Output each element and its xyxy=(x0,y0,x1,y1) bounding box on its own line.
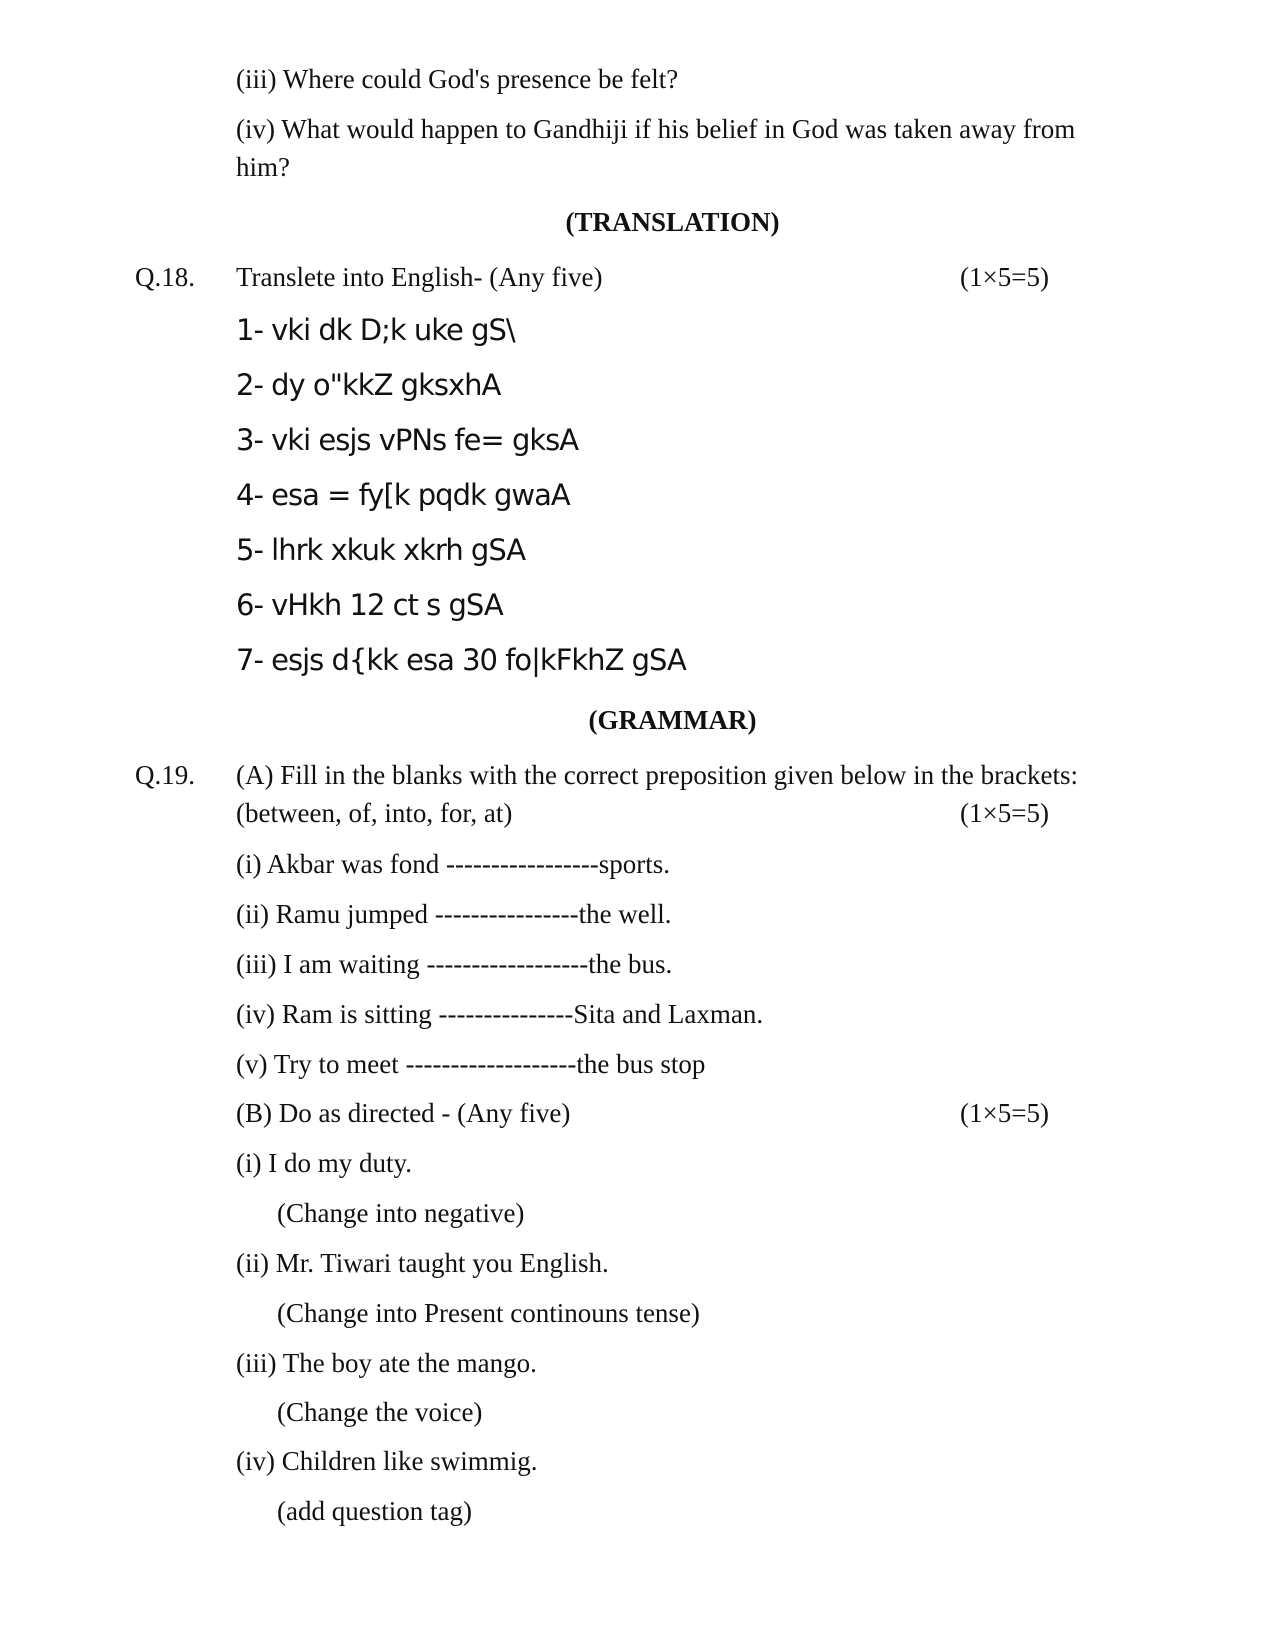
translation-sentence-5: 5- lhrk xkuk xkrh gSA xyxy=(236,533,526,567)
question-number-18: Q.18. xyxy=(135,262,195,292)
part-a-item-3: (iii) I am waiting ------------------the bus. xyxy=(236,949,673,979)
part-b-item-2-direction: (Change into Present continouns tense) xyxy=(277,1298,700,1328)
translation-sentence-4: 4- esa = fy[k pqdk gwaA xyxy=(236,478,570,512)
translation-sentence-1: 1- vki dk D;k uke gS\ xyxy=(236,313,515,347)
part-a-item-2: (ii) Ramu jumped ----------------the well. xyxy=(236,899,672,929)
part-a-marks: (1×5=5) xyxy=(960,798,1049,828)
part-b-item-4-sentence: (iv) Children like swimmig. xyxy=(236,1446,538,1476)
translation-instruction: Translete into English- (Any five) xyxy=(236,262,603,292)
part-b-instruction: (B) Do as directed - (Any five) xyxy=(236,1098,571,1128)
question-iv-line2: him? xyxy=(236,152,290,182)
translation-sentence-6: 6- vHkh 12 ct s gSA xyxy=(236,588,503,622)
part-b-item-3-sentence: (iii) The boy ate the mango. xyxy=(236,1348,537,1378)
translation-marks: (1×5=5) xyxy=(960,262,1049,292)
part-b-item-1-sentence: (i) I do my duty. xyxy=(236,1148,412,1178)
question-iii: (iii) Where could God's presence be felt? xyxy=(236,64,679,94)
translation-sentence-7: 7- esjs d{kk esa 30 fo|kFkhZ gSA xyxy=(236,643,686,677)
translation-heading: (TRANSLATION) xyxy=(565,207,780,237)
part-a-item-5: (v) Try to meet -------------------the bus stop xyxy=(236,1049,706,1079)
part-a-item-4: (iv) Ram is sitting ---------------Sita and Laxman. xyxy=(236,999,764,1029)
part-b-item-2-sentence: (ii) Mr. Tiwari taught you English. xyxy=(236,1248,609,1278)
question-number-19: Q.19. xyxy=(135,760,195,790)
part-b-item-1-direction: (Change into negative) xyxy=(277,1198,525,1228)
grammar-heading: (GRAMMAR) xyxy=(588,705,757,735)
part-b-item-4-direction: (add question tag) xyxy=(277,1496,472,1526)
question-iv-line1: (iv) What would happen to Gandhiji if his belief in God was taken away from xyxy=(236,114,1076,144)
part-a-instruction: (A) Fill in the blanks with the correct preposition given below in the brackets: xyxy=(236,760,1079,790)
translation-sentence-2: 2- dy o"kkZ gksxhA xyxy=(236,368,501,402)
translation-sentence-3: 3- vki esjs vPNs fe= gksA xyxy=(236,423,579,457)
part-a-options: (between, of, into, for, at) xyxy=(236,798,513,828)
part-b-marks: (1×5=5) xyxy=(960,1098,1049,1128)
part-a-item-1: (i) Akbar was fond -----------------sports. xyxy=(236,849,671,879)
part-b-item-3-direction: (Change the voice) xyxy=(277,1397,483,1427)
